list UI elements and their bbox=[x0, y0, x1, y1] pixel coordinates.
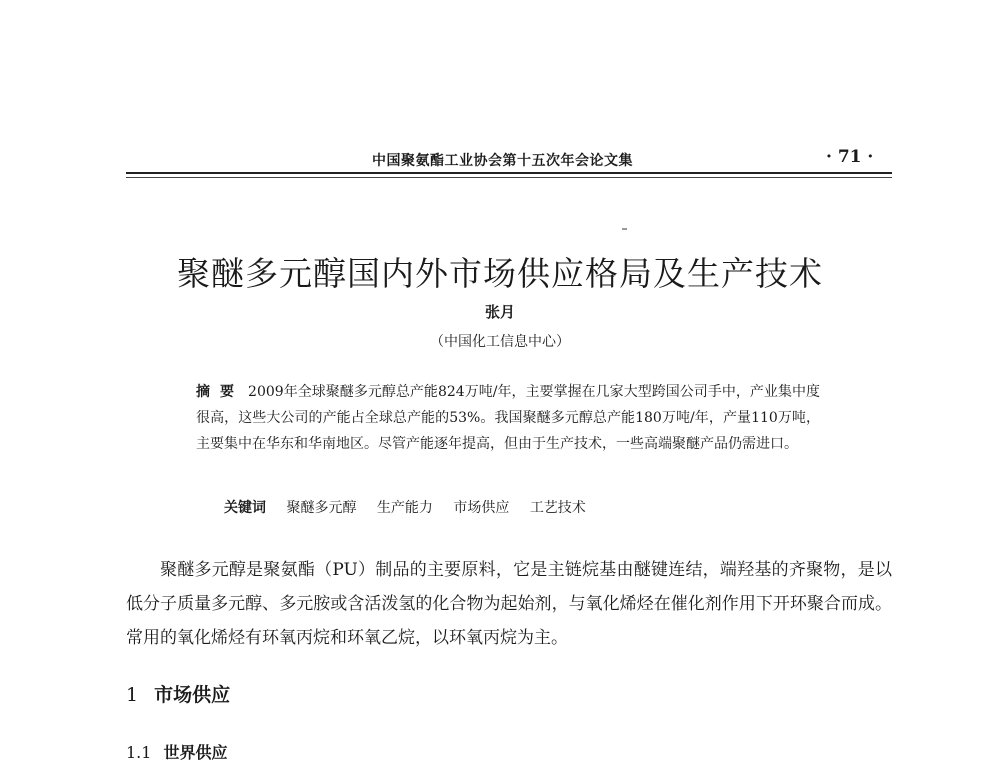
section-heading-1-1 bbox=[126, 740, 227, 763]
author: 张月 bbox=[484, 303, 515, 321]
section-heading-1 bbox=[126, 680, 230, 707]
keyword: 工艺技术 bbox=[529, 500, 586, 516]
article-title: 聚醚多元醇国内外市场供应格局及生产技术 bbox=[177, 254, 823, 293]
intro-paragraph: 聚醚多元醇是聚氨酯（PU）制品的主要原料，它是主链烷基由醚键连结，端羟基的齐聚物，是以低分子质量多元醇、多元胺或含活泼氢的化合物为起始剂，与氧化烯烃在催化剂作用下开环聚合而成。常用的氧化烯烃有环氧丙烷和环氧乙烷，以环氧丙烷为主。 bbox=[126, 560, 892, 648]
section-number: 1 bbox=[126, 684, 139, 706]
scan-speck bbox=[622, 228, 627, 230]
keyword: 聚醚多元醇 bbox=[286, 500, 357, 516]
abstract-label: 摘要 bbox=[196, 384, 245, 400]
abstract-text: 2009年全球聚醚多元醇总产能824万吨/年，主要掌握在几家大型跨国公司手中，产业集中度很高，这些大公司的产能占全球总产能的53%。我国聚醚多元醇总产能180万吨/年，产量110万吨，主要集中在华东和华南地区。尽管产能逐年提高，但由于生产技术，一些高端聚醚产品仍需进口。 bbox=[196, 384, 820, 452]
abstract bbox=[196, 379, 820, 457]
keywords bbox=[224, 497, 602, 517]
subsection-title: 世界供应 bbox=[163, 743, 228, 762]
page-number: · 71 · bbox=[826, 147, 874, 167]
affiliation: （中国化工信息中心） bbox=[430, 334, 570, 350]
keywords-label: 关键词 bbox=[224, 500, 266, 516]
section-title: 市场供应 bbox=[154, 684, 231, 706]
header-rule-thin bbox=[126, 177, 892, 178]
keyword: 市场供应 bbox=[453, 500, 510, 516]
keyword: 生产能力 bbox=[376, 500, 433, 516]
running-header-journal: 中国聚氨酯工业协会第十五次年会论文集 bbox=[372, 153, 633, 169]
subsection-number: 1.1 bbox=[126, 743, 152, 762]
header-rule-thick bbox=[126, 172, 892, 174]
